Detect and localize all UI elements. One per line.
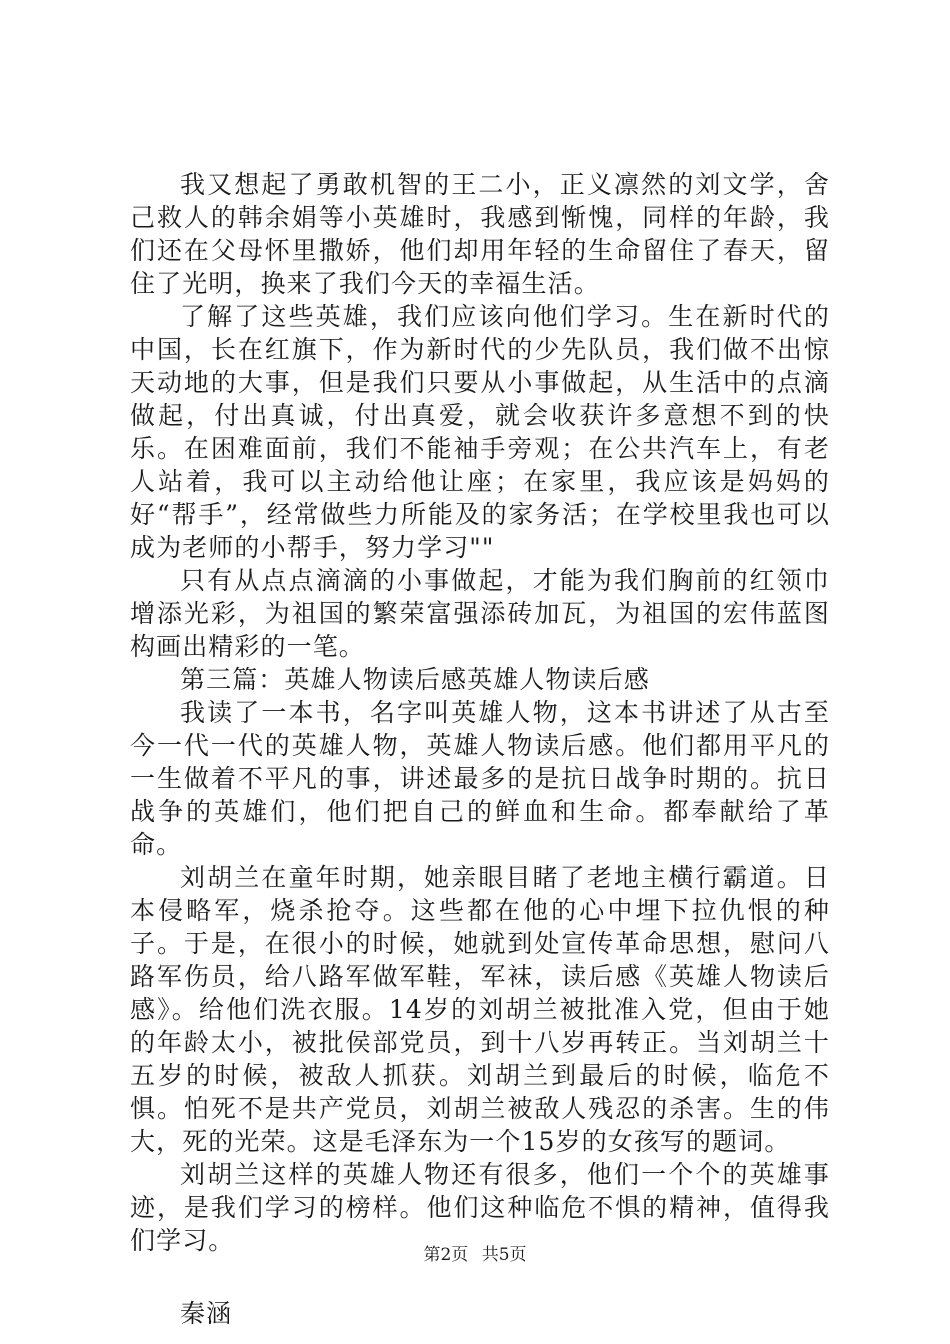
page-footer [0,1244,950,1266]
section-heading: 第三篇：英雄人物读后感英雄人物读后感 [180,665,650,694]
paragraph: 只有从点点滴滴的小事做起，才能为我们胸前的红领巾增添光彩，为祖国的繁荣富强添砖加瓦，为祖国的宏伟蓝图构画出精彩的一笔。 [130,566,830,661]
paragraph: 了解了这些英雄，我们应该向他们学习。生在新时代的中国，长在红旗下，作为新时代的少先队员，我们做不出惊天动地的大事，但是我们只要从小事做起，从生活中的点滴做起，付出真诚，付出真爱，就会收获许多意想不到的快乐。在困难面前，我们不能袖手旁观；在公共汽车上，有老人站着，我可以主动给他让座；在家里，我应该是妈妈的好“帮手”，经常做些力所能及的家务活；在学校里我也可以成为老师的小帮手，努力学习"" [130,302,830,562]
paragraph: 刘胡兰在童年时期，她亲眼目睹了老地主横行霸道。日本侵略军，烧杀抢夺。这些都在他的心中埋下拉仇恨的种子。于是，在很小的时候，她就到处宣传革命思想，慰问八路军伤员，给八路军做军鞋，军袜，读后感《英雄人物读后感》。给他们洗衣服。14岁的刘胡兰被批准入党，但由于她的年龄太小，被批侯部党员，到十八岁再转正。当刘胡兰十五岁的时候，被敌人抓获。刘胡兰到最后的时候，临危不惧。怕死不是共产党员，刘胡兰被敌人残忍的杀害。生的伟大，死的光荣。这是毛泽东为一个15岁的女孩写的题词。 [130,863,830,1156]
document-body [130,168,830,1330]
paragraph: 我又想起了勇敢机智的王二小，正义凛然的刘文学，舍己救人的韩余娟等小英雄时，我感到惭愧，同样的年龄，我们还在父母怀里撒娇，他们却用年轻的生命留住了春天，留住了光明，换来了我们今天的幸福生活。 [130,170,830,298]
author-signature: 秦涵 [180,1299,233,1328]
page-total: 共5页 [481,1245,527,1265]
paragraph: 我读了一本书，名字叫英雄人物，这本书讲述了从古至今一代一代的英雄人物，英雄人物读后感。他们都用平凡的一生做着不平凡的事，讲述最多的是抗日战争时期的。抗日战争的英雄们，他们把自己的鲜血和生命。都奉献给了革命。 [130,698,830,859]
paragraph: 刘胡兰这样的英雄人物还有很多，他们一个个的英雄事迹，是我们学习的榜样。他们这种临危不惧的精神，值得我们学习。 [130,1160,830,1255]
page-number: 第2页 [423,1245,469,1265]
